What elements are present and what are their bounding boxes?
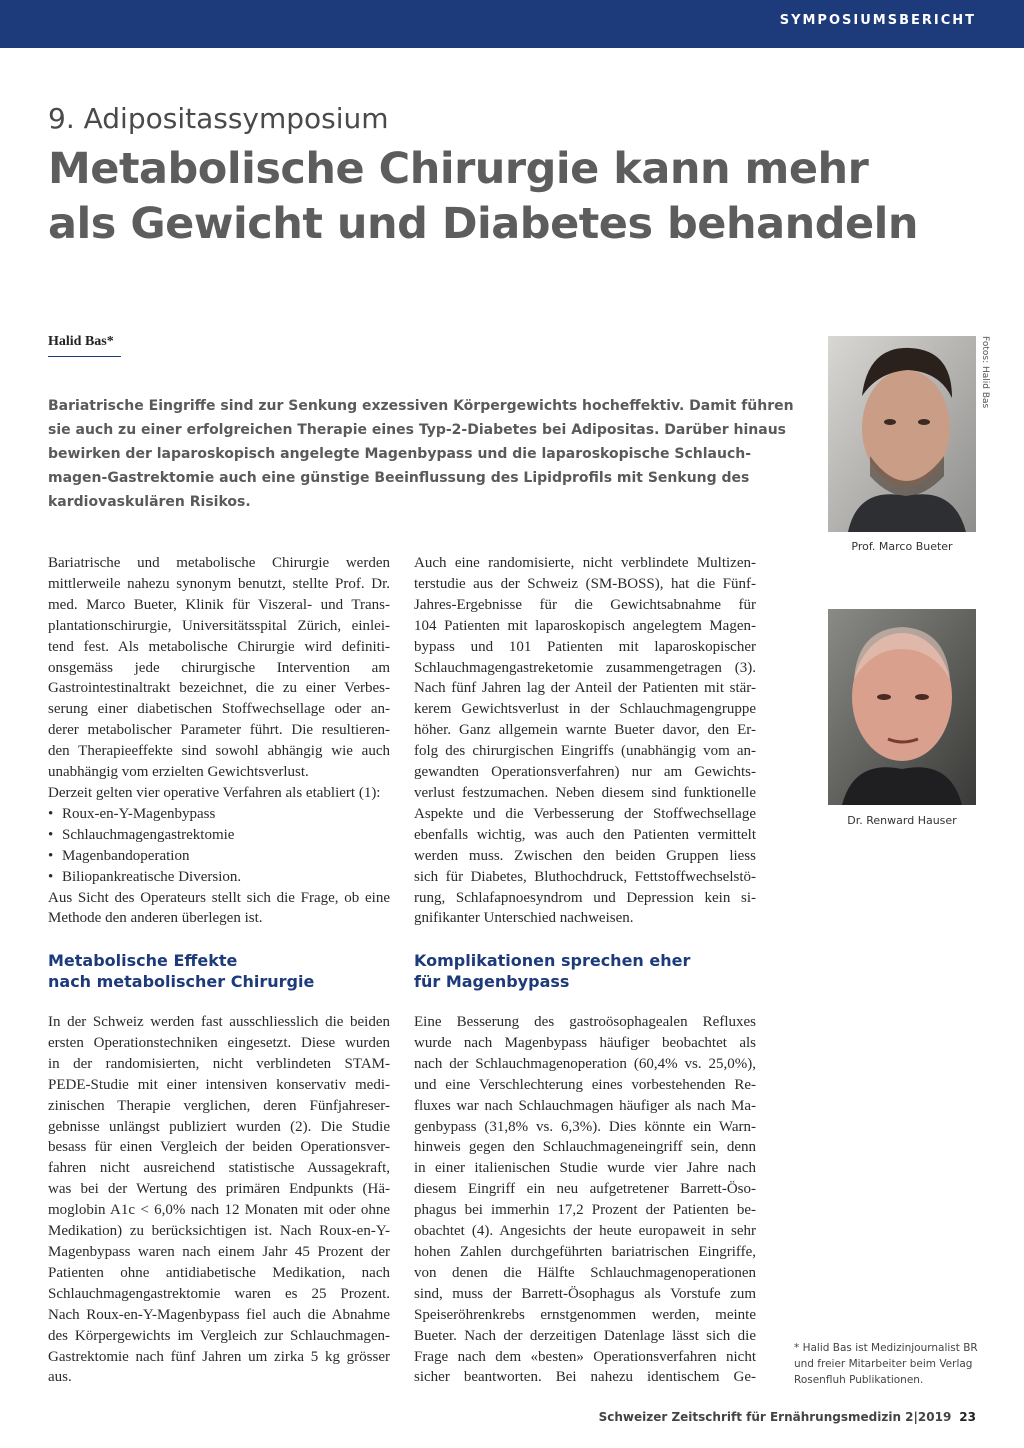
text-line: hinweis gegen den Schlauchmageneingriff sein, denn	[414, 1139, 756, 1156]
text-line: verlust festzumachen. Neben diesem sind funktionelle	[414, 784, 756, 801]
text-line: des Körpergewichts im Vergleich zur Schlauchmagen-	[48, 1327, 390, 1344]
portrait-photo-hauser	[828, 609, 976, 805]
bullet-item: • Biliopankreatische Diversion.	[48, 867, 390, 888]
title-line: als Gewicht und Diabetes behandeln	[48, 199, 919, 249]
bullet-item: • Schlauchmagengastrektomie	[48, 825, 390, 846]
text-line: Frage nach dem «besten» Operationsverfahren nicht	[414, 1348, 756, 1365]
text-line: Medikation) zu berücksichtigen ist. Nach Roux-en-Y-	[48, 1223, 390, 1240]
footnote-line: Rosenfluh Publikationen.	[794, 1374, 924, 1386]
lead-paragraph	[48, 394, 794, 514]
column-right-top	[414, 553, 756, 929]
text-line: Aus Sicht des Operateurs stellt sich die Frage, ob eine	[48, 889, 390, 906]
photo-caption-hauser: Dr. Renward Hauser	[847, 814, 957, 827]
text-line: Eine Besserung des gastroösophagealen Refluxes	[414, 1014, 756, 1030]
text-line: was bei der Wertung des primären Endpunkts (Hä-	[48, 1181, 390, 1198]
page-footer	[599, 1410, 976, 1424]
text-line: sicher beantworten. Bei nahezu identischem Ge-	[414, 1369, 756, 1386]
column-left-bottom	[48, 1012, 390, 1388]
text-line: Aspekte und die Verbesserung der Stoffwechsellage	[414, 805, 756, 822]
text-line: Auch eine randomisierte, nicht verblindete Multizen-	[414, 555, 756, 571]
text-line: gebnisse unlängst publiziert wurden (2). Die Studie	[48, 1118, 390, 1135]
text-line: genbypass (31,8% vs. 6,3%). Dies könnte ein Warn-	[414, 1118, 756, 1135]
subheading-line: nach metabolischer Chirurgie	[48, 972, 315, 991]
text-line: Bariatrische und metabolische Chirurgie werden	[48, 555, 390, 571]
text-line: ebenfalls wichtig, was auch den Patienten vermittelt	[414, 826, 756, 843]
text-line: tend fest. Als metabolische Chirurgie wird definiti-	[48, 638, 390, 655]
text-line: werden muss. Zwischen den beiden Gruppen liess	[414, 847, 756, 864]
text-line: serung einer diabetischen Stoffwechsellage oder an-	[48, 701, 390, 718]
title-line: Metabolische Chirurgie kann mehr	[48, 144, 869, 194]
text-line: Magenbypass waren nach einem Jahr 45 Prozent der	[48, 1243, 390, 1260]
text-line: Gastrointestinaltrakt bezeichnet, die zu einer Verbes-	[48, 680, 390, 697]
text-line: terstudie aus der Schweiz (SM-BOSS), hat die Fünf-	[414, 575, 756, 592]
subheading-line: Metabolische Effekte	[48, 951, 238, 970]
text-line: Nach Roux-en-Y-Magenbypass fiel auch die Abnahme	[48, 1306, 390, 1323]
text-line: PEDE-Studie mit einer intensiven konservativ medi-	[48, 1076, 390, 1093]
text-line: nach der Schlauchmagenoperation (60,4% vs. 25,0%),	[414, 1055, 756, 1072]
text-line: Bueter. Nach der derzeitigen Datenlage lässt sich die	[414, 1327, 756, 1344]
text-line: onsgemäss jede chirurgische Intervention am	[48, 659, 390, 676]
text-line: höher. Ganz allgemein warnte Bueter davor, den Er-	[414, 722, 756, 739]
text-line: bypass und 101 Patienten mit laparoskopischer	[414, 638, 756, 655]
text-line: Gastrektomie nach fünf Jahren um zirka 5 kg grösser	[48, 1348, 390, 1365]
text-line: In der Schweiz werden fast ausschliesslich die beiden	[48, 1014, 390, 1030]
text-line: Speiseröhrenkrebs ernstgenommen werden, meinte	[414, 1306, 756, 1323]
page-number: 23	[959, 1410, 976, 1424]
text-line: rung, Schlafapnoesyndrom und Depression kein si-	[414, 889, 756, 906]
text-line: besass für einen Vergleich der beiden Operationsver-	[48, 1139, 390, 1156]
column-right-bottom	[414, 1012, 756, 1388]
text-line: von denen die Hälfte Schlauchmagenoperationen	[414, 1264, 756, 1281]
text-line: moglobin A1c < 6,0% nach 12 Monaten mit oder ohne	[48, 1202, 390, 1219]
text-line: gnifikanter Unterschied nachweisen.	[414, 910, 634, 927]
text-line: ersten Operationstechniken eingesetzt. Diese wurden	[48, 1034, 390, 1051]
text-line: Patienten ohne antidiabetische Medikation, nach	[48, 1264, 390, 1281]
photo-credit: Fotos: Halid Bas	[980, 336, 990, 409]
text-line: derer metabolischer Parameter führt. Die resultieren-	[48, 722, 390, 739]
bullet-item: • Magenbandoperation	[48, 846, 390, 867]
portrait-image	[828, 336, 976, 532]
lead-line: magen-Gastrektomie auch eine günstige Beeinflussung des Lipidprofils mit Senkung des	[48, 470, 750, 486]
portrait-photo-bueter	[828, 336, 976, 532]
subheading-metabolic-effects	[48, 950, 390, 992]
text-line: Methode den anderen überlegen ist.	[48, 910, 263, 927]
text-line: fluxes war nach Schlauchmagen häufiger als nach Ma-	[414, 1097, 756, 1114]
text-line: in einer italienischen Studie wurde vier Jahre nach	[414, 1160, 756, 1177]
text-line: 104 Patienten mit laparoskopisch angelegtem Magen-	[414, 617, 756, 634]
lead-line: bewirken der laparoskopisch angelegte Magenbypass und die laparoskopische Schlauch-	[48, 446, 752, 462]
subheading-line: für Magenbypass	[414, 972, 570, 991]
journal-name: Schweizer Zeitschrift für Ernährungsmedizin 2|2019	[598, 1410, 952, 1424]
footnote-line: und freier Mitarbeiter beim Verlag	[794, 1358, 973, 1370]
lead-line: Bariatrische Eingriffe sind zur Senkung exzessiven Körpergewichts hocheffektiv. Damit führen	[48, 398, 794, 414]
text-line: unabhängig vom erzielten Gewichtsverlust.	[48, 764, 309, 781]
text-line: fahren nicht ausreichend statistische Aussagekraft,	[48, 1160, 390, 1177]
text-line: obachtet (4). Angesichts der heute europaweit in sehr	[414, 1223, 756, 1240]
text-line: zinischen Therapie verglichen, deren Fünfjahreser-	[48, 1097, 390, 1114]
text-line: folg des chirurgischen Eingriffs (unabhängig vom an-	[414, 743, 756, 760]
lead-line: kardiovaskulären Risikos.	[48, 494, 251, 510]
text-line: hohen Zahlen durchgeführten bariatrischen Eingriffe,	[414, 1243, 756, 1260]
text-line: sich für Diabetes, Bluthochdruck, Fettstoffwechselstö-	[414, 868, 756, 885]
portrait-image	[828, 609, 976, 805]
text-line: mittlerweile nahezu synonym benutzt, stellte Prof. Dr.	[48, 575, 390, 592]
footnote-line: * Halid Bas ist Medizinjournalist BR	[794, 1342, 978, 1354]
text-line: phagus bei immerhin 17,2 Prozent der Patienten be-	[414, 1202, 756, 1219]
text-line: diesem Eingriff ein neu aufgetretener Barrett-Öso-	[414, 1181, 756, 1198]
subheading-line: Komplikationen sprechen eher	[414, 951, 691, 970]
article-kicker: 9. Adipositassymposium	[48, 102, 389, 135]
text-line: aus.	[48, 1369, 72, 1386]
text-line: gewandten Operationsverfahren) nur am Gewichts-	[414, 764, 756, 781]
bullet-item: • Roux-en-Y-Magenbypass	[48, 804, 390, 825]
text-line: Schlauchmagengastreketomie zusammengetragen (3).	[414, 659, 756, 676]
author-footnote	[794, 1340, 984, 1388]
photo-caption-bueter: Prof. Marco Bueter	[851, 540, 953, 553]
header-bar	[0, 0, 1024, 48]
subheading-complications	[414, 950, 756, 992]
text-line: und eine Verschlechterung eines vorbestehenden Re-	[414, 1076, 756, 1093]
text-line: med. Marco Bueter, Klinik für Viszeral- und Trans-	[48, 596, 390, 613]
article-title	[48, 142, 919, 252]
section-label: SYMPOSIUMSBERICHT	[779, 13, 976, 28]
text-line: Derzeit gelten vier operative Verfahren als etabliert (1):	[48, 784, 381, 801]
author-byline: Halid Bas*	[48, 334, 121, 357]
text-line: Nach fünf Jahren lag der Anteil der Patienten mit stär-	[414, 680, 756, 697]
text-line: Schlauchmagengastrektomie waren es 25 Prozent.	[48, 1285, 390, 1302]
text-line: kerem Gewichtsverlust in der Schlauchmagengruppe	[414, 701, 756, 718]
text-line: sind, muss der Barrett-Ösophagus als Vorstufe zum	[414, 1285, 756, 1302]
text-line: plantationschirurgie, Universitätsspital Zürich, einlei-	[48, 617, 390, 634]
text-line: Jahres-Ergebnisse für die Gewichtsabnahme für	[414, 596, 756, 613]
text-line: den Therapieeffekte sind sowohl abhängig wie auch	[48, 743, 390, 760]
lead-line: sie auch zu einer erfolgreichen Therapie eines Typ-2-Diabetes bei Adipositas. Darüber hinaus	[48, 422, 786, 438]
column-left-top	[48, 553, 390, 929]
text-line: wurde nach Magenbypass häufiger beobachtet als	[414, 1034, 756, 1051]
text-line: in der randomisierten, nicht verblindeten STAM-	[48, 1055, 390, 1072]
